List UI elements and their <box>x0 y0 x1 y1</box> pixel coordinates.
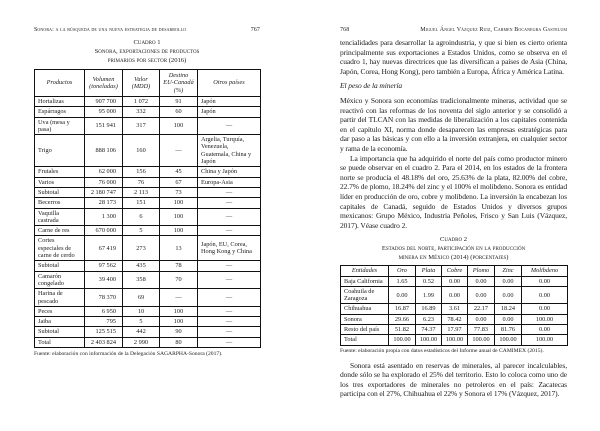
table-cell: Cortes especiales de carne de cerdo <box>35 236 85 261</box>
table-cell: — <box>160 289 198 307</box>
left-page <box>34 27 260 358</box>
table-cell: — <box>198 226 261 236</box>
table-2-caption <box>340 235 567 262</box>
table-row <box>35 198 261 208</box>
table-cell: 22.17 <box>468 304 495 314</box>
table-cell: 6 <box>123 208 160 226</box>
table-cell: 39 400 <box>85 271 123 289</box>
column-header: Productos <box>35 70 85 97</box>
table-cell: Europa-Asia <box>198 177 261 187</box>
table-cell: 1 072 <box>123 97 160 107</box>
table-cell: 78.42 <box>442 314 468 324</box>
table-cell: Sonora <box>341 314 389 324</box>
mining-table <box>340 265 568 345</box>
table-cell: 16.89 <box>416 304 442 314</box>
table-cell: 16.87 <box>389 304 416 314</box>
table-cell: — <box>198 187 261 197</box>
table-1-caption <box>34 38 260 65</box>
table-cell: 670 000 <box>85 226 123 236</box>
table-row <box>35 236 261 261</box>
table-cell: — <box>160 135 198 167</box>
column-header: Zinc <box>495 266 522 276</box>
table-cell: 0.00 <box>495 276 522 286</box>
table-row <box>35 177 261 187</box>
table-cell: 100 <box>160 226 198 236</box>
table-cell: Total <box>341 335 389 345</box>
table-row <box>35 117 261 135</box>
running-head: Miguel Ángel Vázquez Ruiz, Carmen Bocanegra Gastelum <box>420 27 567 33</box>
column-header: Entidades <box>341 266 389 276</box>
table-label: Cuadro 1 <box>133 39 161 46</box>
table-row <box>341 314 568 324</box>
table-cell: 0.00 <box>522 325 568 335</box>
table-cell: 442 <box>123 327 160 337</box>
table-cell: Vaquilla castrada <box>35 208 85 226</box>
table-cell: 80 <box>160 337 198 347</box>
table-cell: 100.00 <box>522 335 568 345</box>
table-cell: Japón, EU, Corea, Hong Kong y China <box>198 236 261 261</box>
table-cell: — <box>198 289 261 307</box>
column-header: Valor (MDD) <box>123 70 160 97</box>
table-cell: 100.00 <box>468 335 495 345</box>
column-header: Plata <box>416 266 442 276</box>
page-number: 768 <box>340 27 350 33</box>
table-cell: 18.24 <box>495 304 522 314</box>
column-header: Plomo <box>468 266 495 276</box>
table-cell: 13 <box>160 236 198 261</box>
left-running-header <box>34 27 260 33</box>
table-cell: 125 515 <box>85 327 123 337</box>
table-cell: 60 <box>160 107 198 117</box>
table-cell: 0.00 <box>389 286 416 304</box>
table-cell: 358 <box>123 271 160 289</box>
table-cell: Peces <box>35 306 85 316</box>
table-cell: 1 300 <box>85 208 123 226</box>
table-row <box>35 226 261 236</box>
table-cell: Subtotal <box>35 327 85 337</box>
table-cell: 2 180 747 <box>85 187 123 197</box>
table-cell: 5 <box>123 226 160 236</box>
table-cell: 67 419 <box>85 236 123 261</box>
table-cell: 78 370 <box>85 289 123 307</box>
table-cell: 51.82 <box>389 325 416 335</box>
table-cell: 91 <box>160 97 198 107</box>
table-row <box>35 107 261 117</box>
table-row <box>341 335 568 345</box>
table-cell: Carne de res <box>35 226 85 236</box>
table-cell: 0.00 <box>495 314 522 324</box>
table-cell: Japón <box>198 97 261 107</box>
paragraph: tencialidades para desarrollar la agroindustria, y que si bien es cierto orienta principalmente sus exportaciones a Estados Unidos, como se observa en el cuadro 1, hay nuevas directrices que las diversifican a países de Asia (China, Japón, Corea, Hong Kong), pero también a Europa, África y América Latina. <box>340 38 567 76</box>
table-cell: — <box>198 117 261 135</box>
table-cell: 0.00 <box>468 286 495 304</box>
body-text <box>340 38 567 230</box>
table-cell: Camarón congelado <box>35 271 85 289</box>
running-head: Sonora: a la búsqueda de una nueva estrategia de desarrollo <box>34 27 187 33</box>
table-cell: 156 <box>123 167 160 177</box>
table-cell: 0.00 <box>442 286 468 304</box>
table-cell: Varios <box>35 177 85 187</box>
table-title: Sonora, exportaciones de productos <box>94 48 200 55</box>
table-cell: 2 990 <box>123 337 160 347</box>
table-cell: Becerros <box>35 198 85 208</box>
body-text <box>340 361 567 399</box>
table-cell: 151 941 <box>85 117 123 135</box>
table-cell: — <box>198 208 261 226</box>
table-row <box>35 187 261 197</box>
table-row <box>35 97 261 107</box>
table-cell: Trigo <box>35 135 85 167</box>
table-cell: 0.00 <box>522 286 568 304</box>
table-title: primarios por sector (2016) <box>107 57 187 64</box>
table-cell: 28 173 <box>85 198 123 208</box>
table-cell: 70 <box>160 271 198 289</box>
table-cell: Baja California <box>341 276 389 286</box>
table-2-source: Fuente: elaboración propia con datos estadísticos del Informe anual de CAMIMEX (2015). <box>340 347 544 354</box>
table-cell: Argelia, Turquía, Venezuela, Guatemala, China y Japón <box>198 135 261 167</box>
table-cell: — <box>198 261 261 271</box>
right-running-header <box>340 27 567 33</box>
table-cell: 151 <box>123 198 160 208</box>
table-row <box>35 261 261 271</box>
table-cell: 100 <box>160 208 198 226</box>
table-cell: 0.52 <box>416 276 442 286</box>
table-cell: 100.00 <box>522 314 568 324</box>
right-page <box>340 27 567 399</box>
section-heading: El peso de la minería <box>340 81 403 91</box>
table-cell: 273 <box>123 236 160 261</box>
table-cell: 317 <box>123 117 160 135</box>
table-cell: 78 <box>160 261 198 271</box>
table-row <box>341 286 568 304</box>
table-title: minera en México (2014) (porcentajes) <box>398 254 509 262</box>
column-header: Cobre <box>442 266 468 276</box>
table-cell: 888 106 <box>85 135 123 167</box>
table-label: Cuadro 2 <box>439 236 468 244</box>
table-cell: 100.00 <box>495 335 522 345</box>
table-cell: 160 <box>123 135 160 167</box>
table-row <box>35 135 261 167</box>
table-1-source: Fuente: elaboración con información de la Delegación SAGARPHA-Sonora (2017). <box>34 351 223 358</box>
table-cell: 795 <box>85 317 123 327</box>
table-cell: 0.00 <box>522 304 568 314</box>
table-cell: — <box>198 317 261 327</box>
exports-table <box>34 69 261 348</box>
table-cell: Uva (mesa y pasa) <box>35 117 85 135</box>
column-header: Destino EU-Canadá (%) <box>160 70 198 97</box>
table-cell: Harina de pescado <box>35 289 85 307</box>
table-cell: 2 113 <box>123 187 160 197</box>
table-row <box>35 271 261 289</box>
table-row <box>341 276 568 286</box>
table-cell: Jaiba <box>35 317 85 327</box>
table-cell: 81.76 <box>495 325 522 335</box>
table-cell: 100.00 <box>442 335 468 345</box>
table-cell: 435 <box>123 261 160 271</box>
table-cell: Total <box>35 337 85 347</box>
column-header: Otros países <box>198 70 261 97</box>
table-cell: 0.00 <box>495 286 522 304</box>
paragraph: La importancia que ha adquirido el norte del país como productor minero se puede observar en el cuadro 2. Para el 2014, en los estados de la frontera norte se producía el 48.18% del oro, 25.63% de la plata, 82.00% del cobre, 22.7% de plomo, 18.24% del zinc y el 100% el molibdeno. Sonora es entidad líder en producción de oro, cobre y molibdeno. La inversión la encabezan los capitales de Canadá, seguido de Estados Unidos y diversos grupos mexicanos: Grupo México, Industria Peñoles, Frisco y San Luis (Vázquez, 2017). Véase cuadro 2. <box>340 153 567 230</box>
table-cell: 90 <box>160 327 198 337</box>
table-cell: China y Japón <box>198 167 261 177</box>
table-cell: 100 <box>160 117 198 135</box>
table-cell: Hortalizas <box>35 97 85 107</box>
table-cell: Coahuila de Zaragoza <box>341 286 389 304</box>
table-cell: 1.65 <box>389 276 416 286</box>
table-row <box>35 167 261 177</box>
column-header: Molibdeno <box>522 266 568 276</box>
table-cell: Subtotal <box>35 187 85 197</box>
table-cell: 100 <box>160 306 198 316</box>
table-cell: 97 562 <box>85 261 123 271</box>
table-cell: Subtotal <box>35 261 85 271</box>
table-cell: Espárragos <box>35 107 85 117</box>
table-cell: 0.00 <box>522 276 568 286</box>
table-row <box>35 337 261 347</box>
column-header: Oro <box>389 266 416 276</box>
table-cell: 67 <box>160 177 198 187</box>
table-cell: Japón <box>198 107 261 117</box>
table-cell: 100 <box>160 198 198 208</box>
table-row <box>35 289 261 307</box>
table-cell: 100 <box>160 317 198 327</box>
table-row <box>341 304 568 314</box>
table-cell: — <box>198 306 261 316</box>
table-cell: 6.23 <box>416 314 442 324</box>
table-cell: 100.00 <box>389 335 416 345</box>
table-cell: 1.99 <box>416 286 442 304</box>
table-cell: 73 <box>160 187 198 197</box>
table-cell: 76 000 <box>85 177 123 187</box>
table-row <box>35 208 261 226</box>
table-cell: 0.00 <box>468 314 495 324</box>
table-row <box>341 325 568 335</box>
column-header: Volumen (toneladas) <box>85 70 123 97</box>
table-cell: 29.66 <box>389 314 416 324</box>
table-cell: 6 950 <box>85 306 123 316</box>
table-cell: 2 403 824 <box>85 337 123 347</box>
table-cell: Chihuahua <box>341 304 389 314</box>
paragraph: Sonora está asentado en reservas de minerales, al parecer incalculables, donde sólo se ha explorado el 25% del territorio. Esto lo coloca como uno de los tres exportadores de minerales no petroleros en el país: Zacatecas participa con el 27%, Chihuahua el 22% y Sonora el 17% (Vázquez, 2017). <box>340 360 567 399</box>
table-cell: — <box>198 337 261 347</box>
table-cell: 62 000 <box>85 167 123 177</box>
table-cell: 332 <box>123 107 160 117</box>
table-cell: 100.00 <box>416 335 442 345</box>
table-cell: 74.37 <box>416 325 442 335</box>
table-row <box>35 306 261 316</box>
table-cell: — <box>198 271 261 289</box>
table-cell: 69 <box>123 289 160 307</box>
table-title: Estados del norte, participación en la producción <box>381 245 526 253</box>
table-cell: 0.00 <box>468 276 495 286</box>
table-cell: 95 000 <box>85 107 123 117</box>
table-cell: 45 <box>160 167 198 177</box>
table-cell: 10 <box>123 306 160 316</box>
table-cell: 907 700 <box>85 97 123 107</box>
table-cell: Resto del país <box>341 325 389 335</box>
table-cell: 76 <box>123 177 160 187</box>
table-cell: 5 <box>123 317 160 327</box>
table-cell: 0.00 <box>442 276 468 286</box>
table-cell: 77.83 <box>468 325 495 335</box>
table-cell: 17.97 <box>442 325 468 335</box>
page-number: 767 <box>250 27 260 33</box>
table-row <box>35 317 261 327</box>
table-cell: — <box>198 327 261 337</box>
table-cell: — <box>198 198 261 208</box>
table-cell: Frutales <box>35 167 85 177</box>
table-cell: 3.61 <box>442 304 468 314</box>
table-row <box>35 327 261 337</box>
paragraph: México y Sonora son economías tradicionalmente mineras, actividad que se reactivó con las reformas de los noventa del siglo anterior y se consolidó a partir del TLCAN con las medidas de liberalización a los capitales contenida en el capítulo XI, norma donde desaparecen las empresas estratégicas para dar paso a las básicas y con ello a la inversión extranjera, en cualquier sector y rama de la economía. <box>340 95 567 153</box>
